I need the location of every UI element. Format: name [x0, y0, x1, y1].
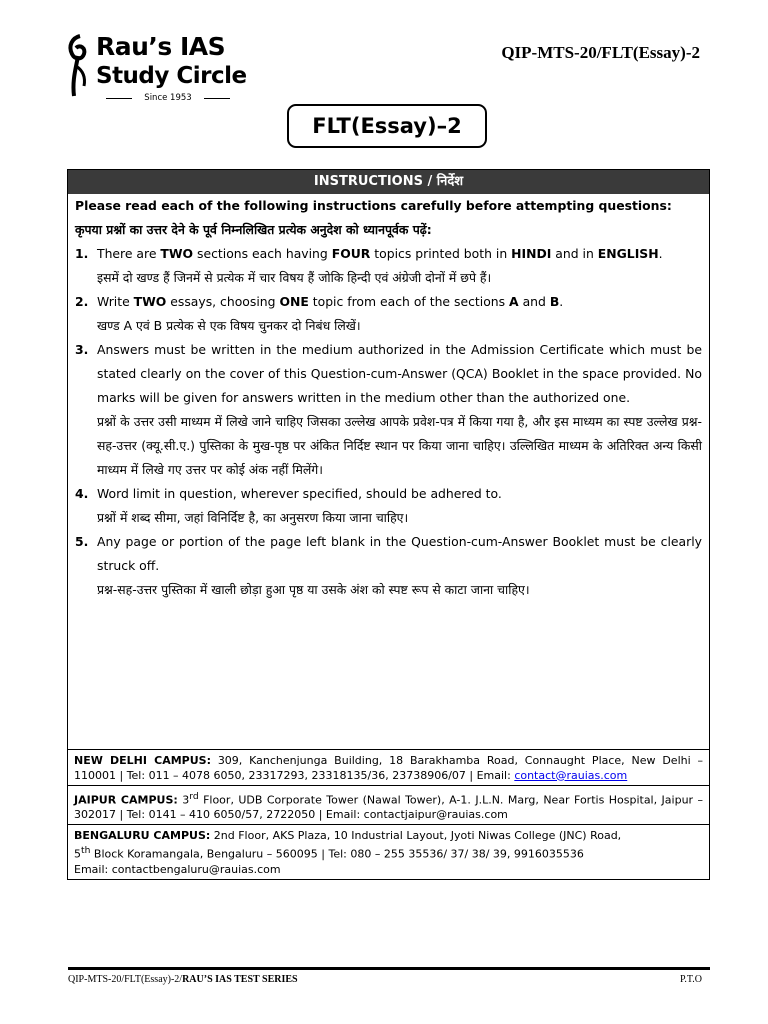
- logo-since: Since 1953: [106, 93, 230, 103]
- ordinal-suffix: rd: [189, 790, 199, 802]
- text-segment: essays, choosing: [166, 294, 280, 309]
- text-segment: Write: [97, 294, 134, 309]
- bold-segment: FOUR: [331, 246, 371, 261]
- campus-addresses: [68, 749, 709, 879]
- logo-name: Rau’s IAS: [96, 32, 226, 61]
- bold-segment: ONE: [279, 294, 309, 309]
- instruction-item-4-hindi: प्रश्नों में शब्द सीमा, जहां विनिर्दिष्ट है, का अनुसरण किया जाना चाहिए।: [97, 510, 409, 525]
- instruction-item-5: [75, 530, 702, 578]
- text-segment: .: [559, 294, 564, 309]
- instruction-item-3: [75, 338, 702, 410]
- text-segment: Answers must be written in the medium authorized in the Admission Certificate which must be stated clearly on the cover of this Question-cum-Answer (QCA) Booklet in the space provided. No marks will be given for answers written in the medium other than the authorized one.: [97, 342, 702, 405]
- campus-label: JAIPUR CAMPUS:: [74, 793, 178, 807]
- text-segment: .: [658, 246, 663, 261]
- footer-pto: P.T.O: [679, 974, 702, 985]
- text-segment: topics printed both in: [370, 246, 512, 261]
- logo-subtitle: Study Circle: [96, 63, 247, 89]
- item-number: 5.: [75, 534, 89, 549]
- instruction-item-5-hindi: प्रश्न-सह-उत्तर पुस्तिका में खाली छोड़ा हुआ पृष्ठ या उसके अंश को स्पष्ट रूप से काटा जाना चाहिए।: [97, 582, 530, 597]
- text-segment: There are: [97, 246, 161, 261]
- text-segment: topic from each of the sections: [308, 294, 510, 309]
- campus-address: 309, Kanchenjunga Building, 18 Barakhamba Road, Connaught Place, New Delhi – 110001 | Tel: 011 – 4078 6050, 23317293, 23318135/36, 23738906/07 | Email:: [74, 753, 703, 782]
- item-number: 4.: [75, 486, 89, 501]
- item-number: 2.: [75, 294, 89, 309]
- text-segment: Any page or portion of the page left blank in the Question-cum-Answer Booklet must be clearly struck off.: [97, 534, 702, 573]
- campus-label: NEW DELHI CAMPUS:: [74, 753, 211, 767]
- text-segment: sections each having: [193, 246, 332, 261]
- bold-segment: B: [549, 294, 560, 309]
- footer-rule: [68, 967, 710, 970]
- campus-address: 3: [177, 793, 190, 807]
- bold-segment: HINDI: [511, 246, 552, 261]
- footer-series-name: RAU’S IAS TEST SERIES: [182, 974, 298, 985]
- campus-address: Block Koramangala, Bengaluru – 560095 | Tel: 080 – 255 35536/ 37/ 38/ 39, 9916035536: [90, 848, 584, 861]
- page-title: FLT(Essay)–2: [287, 104, 487, 148]
- text-segment: Word limit in question, wherever specified, should be adhered to.: [97, 486, 502, 501]
- campus-bengaluru: [68, 824, 709, 879]
- ordinal-suffix: th: [81, 845, 91, 857]
- lead-hindi: कृपया प्रश्नों का उत्तर देने के पूर्व निम्नलिखित प्रत्येक अनुदेश को ध्यानपूर्वक पढ़ें:: [75, 222, 432, 237]
- instruction-item-4: [75, 482, 702, 506]
- campus-jaipur: [68, 785, 709, 825]
- campus-email: Email: contactbengaluru@rauias.com: [74, 863, 281, 876]
- bold-segment: TWO: [133, 294, 167, 309]
- footer-series: [68, 974, 298, 985]
- instruction-item-3-hindi: प्रश्नों के उत्तर उसी माध्यम में लिखे जाने चाहिए जिसका उल्लेख आपके प्रवेश-पत्र में किया गया है, और इस माध्यम का स्पष्ट उल्लेख प्रश्न-सह-उत्तर (क्यू.सी.ए.) पुस्तिका के मुख-पृष्ठ पर अंकित निर्दिष्ट स्थान पर किया जाना चाहिए। उल्लिखित माध्यम के अतिरिक्त अन्य किसी माध्यम में लिखे गए उत्तर पर कोई अंक नहीं मिलेंगे।: [97, 414, 702, 477]
- instructions-body: [68, 194, 709, 602]
- instruction-item-1-hindi: इसमें दो खण्ड हैं जिनमें से प्रत्येक में चार विषय हैं जोकि हिन्दी एवं अंग्रेजी दोनों में छपे हैं।: [97, 270, 492, 285]
- instruction-item-2: [75, 290, 702, 314]
- instruction-item-2-hindi: खण्ड A एवं B प्रत्येक से एक विषय चुनकर दो निबंध लिखें।: [97, 318, 361, 333]
- delhi-email-link[interactable]: contact@rauias.com: [514, 768, 628, 782]
- bold-segment: TWO: [160, 246, 194, 261]
- institute-logo: [66, 32, 247, 106]
- text-segment: and in: [551, 246, 598, 261]
- campus-label: BENGALURU CAMPUS:: [74, 829, 211, 843]
- footer-code: QIP-MTS-20/FLT(Essay)-2/: [68, 974, 183, 985]
- text-segment: and: [518, 294, 550, 309]
- campus-address: 2nd Floor, AKS Plaza, 10 Industrial Layout, Jyoti Niwas College (JNC) Road,: [210, 829, 622, 843]
- item-number: 1.: [75, 246, 89, 261]
- instructions-frame: [67, 169, 710, 880]
- document-code: QIP-MTS-20/FLT(Essay)-2: [501, 43, 700, 62]
- item-number: 3.: [75, 342, 89, 357]
- lead-english: Please read each of the following instructions carefully before attempting questions:: [75, 198, 672, 213]
- instructions-heading: INSTRUCTIONS / निर्देश: [68, 170, 709, 194]
- campus-new-delhi: [68, 749, 709, 785]
- logo-emblem-icon: [66, 32, 96, 102]
- bold-segment: ENGLISH: [597, 246, 659, 261]
- campus-address: 5: [74, 848, 81, 861]
- bold-segment: A: [509, 294, 519, 309]
- campus-address: Floor, UDB Corporate Tower (Nawal Tower), A-1. J.L.N. Marg, Near Fortis Hospital, Jaipur – 302017 | Tel: 0141 – 410 6050/57, 2722050 | Email: contactjaipur@rauias.com: [74, 793, 703, 822]
- instruction-item-1: [75, 242, 702, 266]
